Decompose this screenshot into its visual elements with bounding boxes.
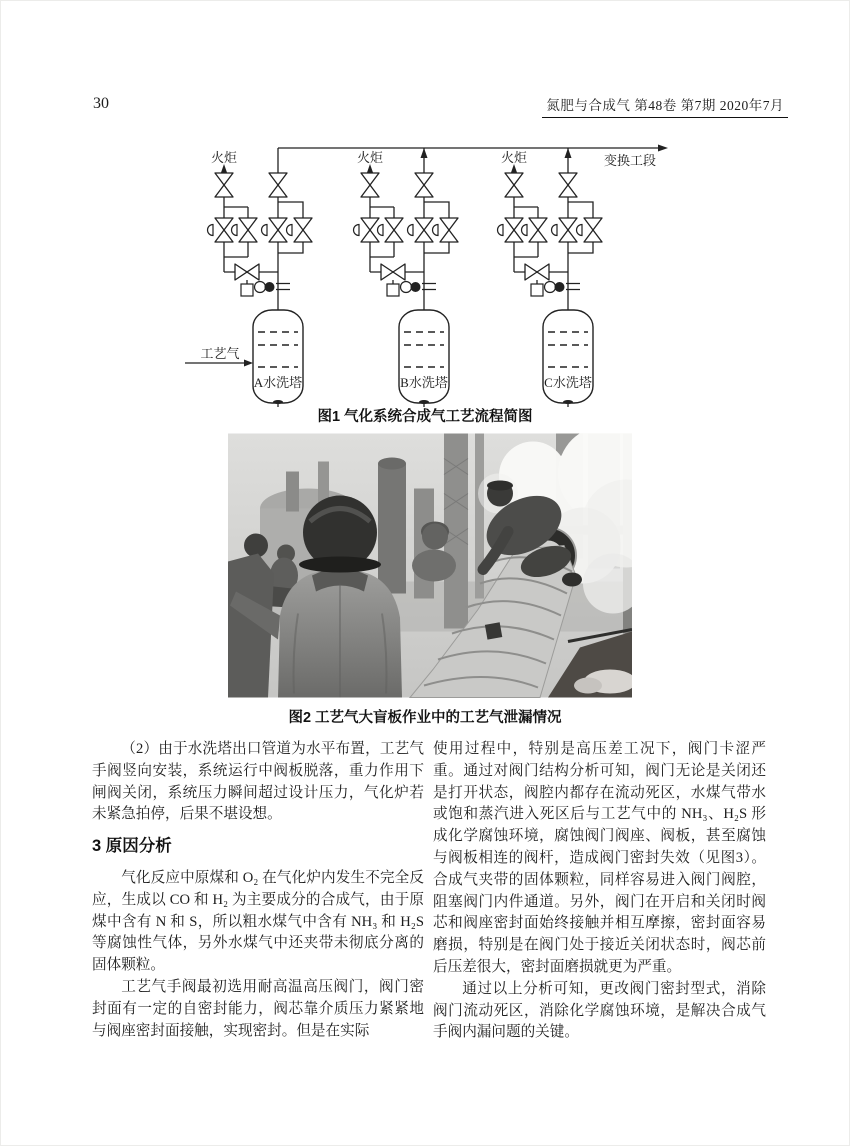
shift-section-label: 变换工段 bbox=[604, 153, 657, 168]
figure2-caption: 图2 工艺气大盲板作业中的工艺气泄漏情况 bbox=[288, 710, 562, 726]
journal-header: 氮肥与合成气 第48卷 第7期 2020年7月 bbox=[542, 94, 788, 118]
page-number: 30 bbox=[93, 95, 109, 112]
process-gas-label: 工艺气 bbox=[200, 346, 240, 361]
section-3-heading: 3 原因分析 bbox=[92, 837, 172, 856]
figure1-caption: 图1 气化系统合成气工艺流程简图 bbox=[317, 409, 533, 425]
flare-label: 火炬 bbox=[356, 150, 384, 165]
paragraph-left-2: 气化反应中原煤和 O₂ 在气化炉内发生不完全反应，生成以 CO 和 H₂ 为主要成分的合成气，由于原煤中含有 N 和 S，所以粗水煤气中含有 NH₃ 和 H₂S 等腐蚀性气体，另外水煤气中还夹带未彻底分离的固体颗粒。 bbox=[92, 869, 424, 974]
shift-arrowhead bbox=[658, 145, 668, 152]
flare-label: 火炬 bbox=[210, 150, 238, 165]
train-c bbox=[498, 148, 603, 407]
paragraph-left-1: （2）由于水洗塔出口管道为水平布置，工艺气手阀竖向安装，系统运行中阀板脱落，重力作用下闸阀关闭，系统压力瞬间超过设计压力，气化炉若未紧急拍停，后果不堪设想。 bbox=[92, 741, 424, 823]
right-column bbox=[433, 739, 766, 1044]
tower-b-label: B水洗塔 bbox=[400, 375, 448, 390]
flare-label: 火炬 bbox=[500, 150, 528, 165]
up-arrowhead bbox=[421, 148, 428, 158]
train-a bbox=[208, 148, 313, 407]
train-b bbox=[354, 148, 459, 407]
up-arrowhead bbox=[565, 148, 572, 158]
figure2-photo bbox=[228, 433, 632, 698]
paragraph-left-3: 工艺气手阀最初选用耐高温高压阀门，阀门密封面有一定的自密封能力，阀芯靠介质压力紧紧地与阀座密封面接触，实现密封。但是在实际 bbox=[92, 978, 424, 1039]
tower-c-label: C水洗塔 bbox=[544, 375, 592, 390]
process-gas-arrowhead bbox=[244, 360, 253, 367]
tower-a-label: A水洗塔 bbox=[253, 375, 303, 390]
paragraph-right-1: 使用过程中，特别是高压差工况下，阀门卡涩严重。通过对阀门结构分析可知，阀门无论是关闭还是打开状态，阀腔内都存在流动死区，水煤气带水或饱和蒸汽进入死区后与工艺气中的 NH₃、H₂S 形成化学腐蚀环境，腐蚀阀门阀座、阀板，甚至腐蚀与阀板相连的阀杆，造成阀门密封失效（见图3）。合成气夹带的固体颗粒，同样容易进入阀门阀腔，阻塞阀门内件通道。另外，阀门在开启和关闭时阀芯和阀座密封面始终接触并相互摩擦，密封面容易磨损，特别是在阀门处于接近关闭状态时，阀芯前后压差很大，密封面磨损就更为严重。 bbox=[433, 741, 766, 975]
paragraph-right-2: 通过以上分析可知，更改阀门密封型式，消除阀门流动死区，消除化学腐蚀环境，是解决合成气手阀内漏问题的关键。 bbox=[433, 980, 766, 1041]
left-column bbox=[92, 739, 424, 1042]
figure1-diagram bbox=[160, 135, 720, 425]
